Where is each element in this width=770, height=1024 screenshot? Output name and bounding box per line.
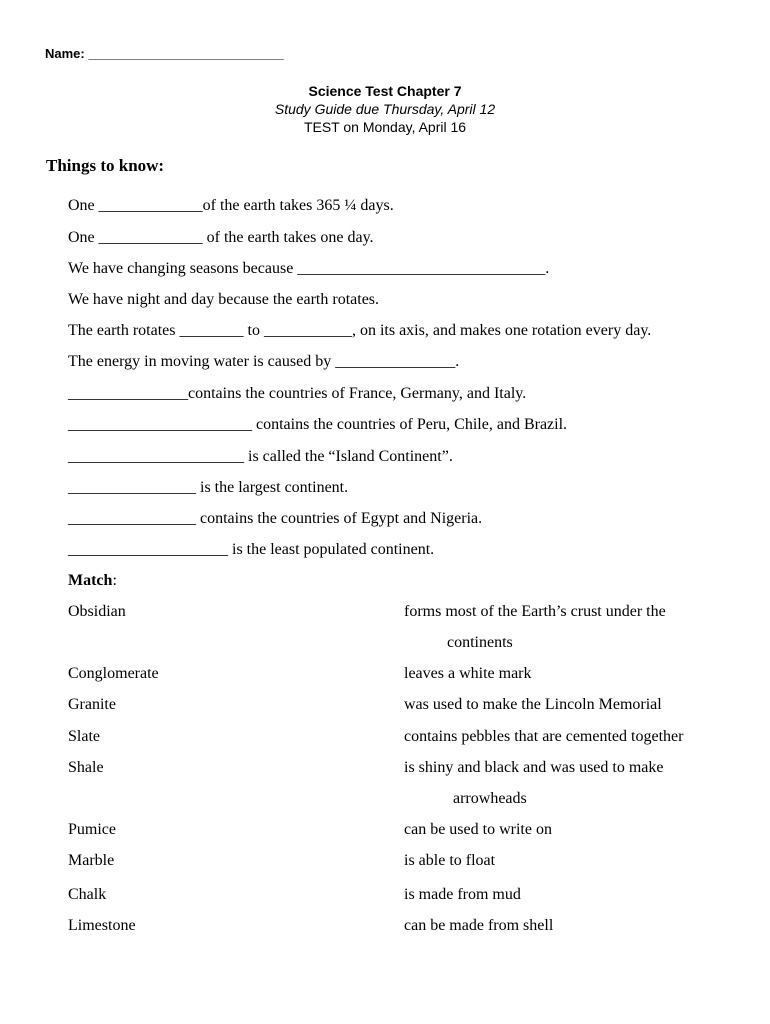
study-guide-due: Study Guide due Thursday, April 12 <box>274 101 496 117</box>
match-term-marble: Marble <box>68 852 115 869</box>
match-desc-lincoln-memorial: was used to make the Lincoln Memorial <box>404 696 662 713</box>
question-africa: ________________ contains the countries of Egypt and Nigeria. <box>68 510 483 527</box>
match-desc-float: is able to float <box>404 852 496 869</box>
match-heading <box>68 572 117 590</box>
match-desc-shell: can be made from shell <box>404 917 554 934</box>
match-term-conglomerate: Conglomerate <box>68 665 159 682</box>
question-largest-continent: ________________ is the largest continent. <box>68 479 349 496</box>
question-europe: _______________contains the countries of France, Germany, and Italy. <box>68 385 527 402</box>
match-heading-label: Match <box>68 572 113 589</box>
match-desc-crust-continued: continents <box>447 634 513 651</box>
question-rotation-day: One _____________ of the earth takes one day. <box>68 229 374 246</box>
question-seasons: We have changing seasons because _______________________________. <box>68 260 550 277</box>
statement-night-day: We have night and day because the earth rotates. <box>68 291 380 308</box>
test-title: Science Test Chapter 7 <box>308 83 462 99</box>
match-term-granite: Granite <box>68 696 116 713</box>
question-rotation-direction: The earth rotates ________ to ___________, on its axis, and makes one rotation every day. <box>68 322 652 339</box>
match-heading-colon: : <box>112 572 117 589</box>
question-orbit-year: One _____________of the earth takes 365 ¼ days. <box>68 197 394 214</box>
question-least-populated: ____________________ is the least populated continent. <box>68 541 435 558</box>
match-desc-mud: is made from mud <box>404 886 521 903</box>
match-term-limestone: Limestone <box>68 917 136 934</box>
question-moving-water: The energy in moving water is caused by _______________. <box>68 353 460 370</box>
match-desc-pebbles: contains pebbles that are cemented together <box>404 728 684 745</box>
match-desc-white-mark: leaves a white mark <box>404 665 532 682</box>
match-term-pumice: Pumice <box>68 821 116 838</box>
match-term-obsidian: Obsidian <box>68 603 126 620</box>
match-desc-shiny-black-continued: arrowheads <box>453 790 527 807</box>
match-desc-write-on: can be used to write on <box>404 821 552 838</box>
question-south-america: _______________________ contains the countries of Peru, Chile, and Brazil. <box>68 416 568 433</box>
match-term-shale: Shale <box>68 759 104 776</box>
test-date: TEST on Monday, April 16 <box>303 119 467 135</box>
question-island-continent: ______________________ is called the “Island Continent”. <box>68 448 453 465</box>
things-to-know-heading: Things to know: <box>46 156 165 175</box>
name-field-label: Name: ___________________________ <box>45 46 284 61</box>
match-term-slate: Slate <box>68 728 100 745</box>
match-term-chalk: Chalk <box>68 886 107 903</box>
match-desc-crust: forms most of the Earth’s crust under the <box>404 603 666 620</box>
match-desc-shiny-black: is shiny and black and was used to make <box>404 759 664 776</box>
